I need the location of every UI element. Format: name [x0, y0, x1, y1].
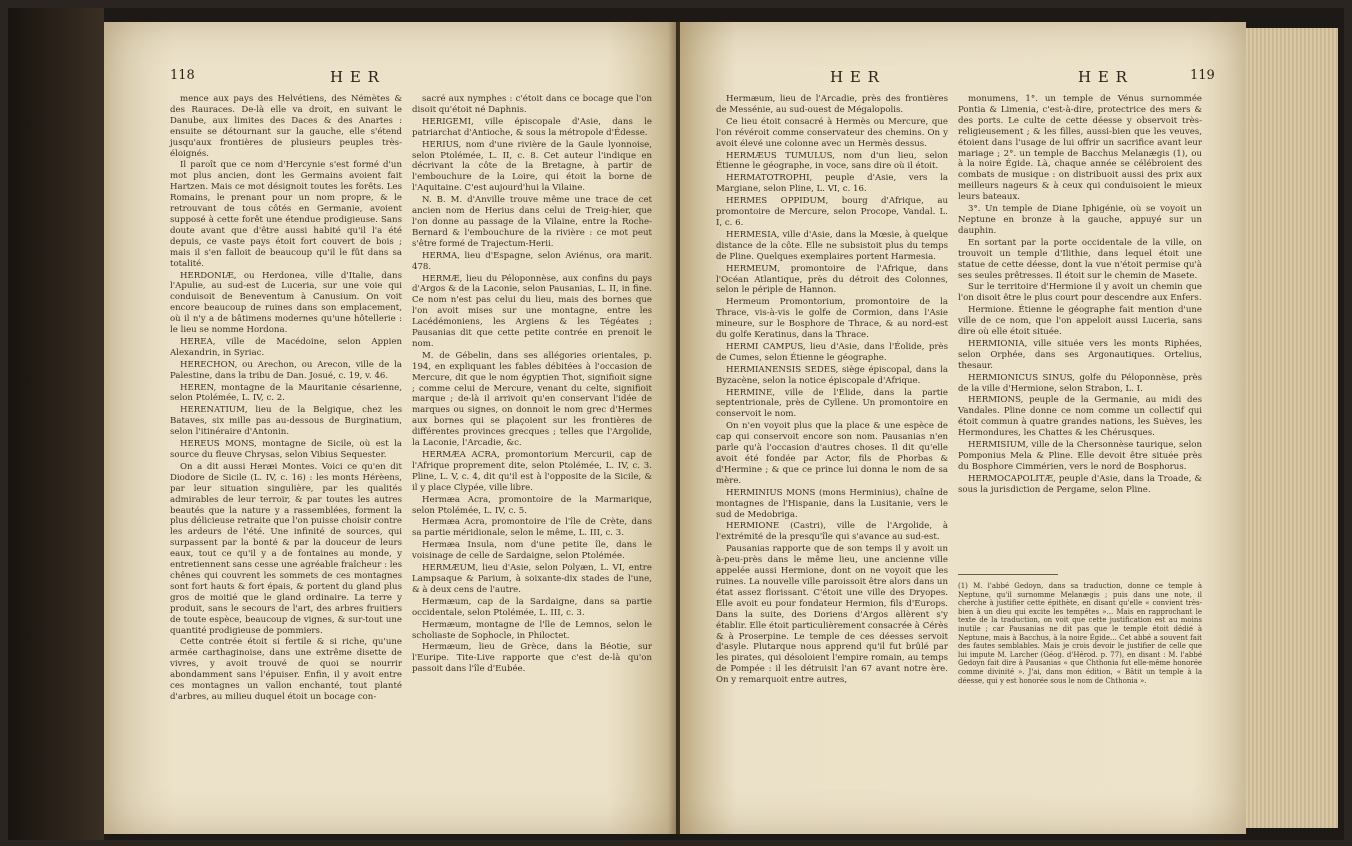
paragraph: HERMINE, ville de l'Élide, dans la partie septentrionale, près de Cyllene. Un promontoire en conservoit le nom. [716, 387, 948, 420]
paragraph: HERECHON, ou Arechon, ou Arecon, ville de la Palestine, dans la tribu de Dan. Josué, c. 19, v. 46. [170, 359, 402, 381]
paragraph: N. B. M. d'Anville trouve même une trace de cet ancien nom de Herius dans celui de Treig-hier, que l'on donne au passage de la Vilaine, entre la Roche-Bernard & l'embouchure de la rivière : ce mot peut s'être formé de Trajectum-Herii. [412, 195, 652, 249]
paragraph: HERMIONS, peuple de la Germanie, au midi des Vandales. Pline donne ce nom comme un collectif qui étoit commun à quatre grandes nations, les Suèves, les Hermondures, les Chattes & les Chérusques. [958, 395, 1202, 439]
paragraph: HERDONIÆ, ou Herdonea, ville d'Italie, dans l'Apulie, au sud-est de Luceria, sur une voie qui conduisoit de Beneventum à Canusium. On voit encore beaucoup de ruines dans son emplacement, où il n'y a de bâtimens modernes qu'une hôtellerie : le lieu se nomme Hordona. [170, 270, 402, 336]
paragraph: HEREA, ville de Macédoine, selon Appien Alexandrin, in Syriac. [170, 336, 402, 358]
paragraph: On n'en voyoit plus que la place & une espèce de cap qui conservoit encore son nom. Pausanias n'en parle qu'à l'occasion d'autres choses. Il dit qu'elle avoit été fondée par Actor, fils de Phorbas & d'Hermine ; & que ce prince lui donna le nom de sa mère. [716, 421, 948, 486]
paragraph: HEREN, montagne de la Mauritanie césarienne, selon Ptolémée, L. IV, c. 2. [170, 382, 402, 404]
paragraph: Pausanias rapporte que de son temps il y avoit un à-peu-près dans le même lieu, une ancienne ville appelée aussi Hermione, dont on ne voyoit que les ruines. La nouvelle ville paroissoit être alors dans un état assez florissant. C'étoit une ville des Dryopes. Elle avoit eu pour fondateur Hermion, fils d'Europs. Dans la suite, des Doriens d'Argos allèrent s'y établir. Elle étoit particulièrement consacrée à Cérès & à Proserpine. Le temple de ces déesses servoit d'asyle. Plutarque nous apprend qu'il fut brûlé par les pirates, qui désoloient l'empire romain, au temps de Pompée : il les détruisit l'an 67 avant notre ère. On y remarquoit entre autres, [716, 544, 948, 686]
left-page [104, 22, 676, 834]
paragraph: Hermæa Insula, nom d'une petite île, dans le voisinage de celle de Sardaigne, selon Ptolémée. [412, 540, 652, 562]
paragraph: HERIGEMI, ville épiscopale d'Asie, dans le patriarchat d'Antioche, & sous la métropole d'Édesse. [412, 116, 652, 138]
footnote [958, 582, 1202, 822]
paragraph: HERMIONIA, ville située vers les monts Riphées, selon Orphée, dans ses Argonautiques. Ortelius, thesaur. [958, 338, 1202, 371]
left-column-2 [412, 94, 652, 676]
footnote-rule [958, 574, 1058, 575]
paragraph: HERMESIA, ville d'Asie, dans la Mœsie, à quelque distance de la côte. Elle ne subsistoit plus du temps de Pline. Quelques exemplaires portent Harmesia. [716, 229, 948, 262]
book-spread [8, 8, 1344, 840]
paragraph: Hermæum, montagne de l'île de Lemnos, selon le scholiaste de Sophocle, in Philoctet. [412, 619, 652, 641]
book-cover-edge [8, 8, 104, 840]
paragraph: HERMIONICUS SINUS, golfe du Péloponnèse, près de la ville d'Hermione, selon Strabon, L. I. [958, 372, 1202, 394]
page-edges [1246, 28, 1338, 828]
paragraph: HERMI CAMPUS, lieu d'Asie, dans l'Éolide, près de Cumes, selon Étienne le géographe. [716, 341, 948, 363]
paragraph: Hermæa Acra, promontoire de l'île de Crète, dans sa partie méridionale, selon le même, L. III, c. 3. [412, 517, 652, 539]
paragraph: mence aux pays des Helvétiens, des Némètes & des Rauraces. De-là elle va droit, en suivant le Danube, aux limites des Daces & des Anartes : ensuite se détournant sur la gauche, elle s'étend jusqu'aux frontières de plusieurs peuples très-éloignés. [170, 94, 402, 159]
footnote-text: (1) M. l'abbé Gedoyn, dans sa traduction, donne ce temple à Neptune, qu'il surnomme Melanægis ; puis dans une note, il cherche à justifier cette épithète, en disant qu'elle « convient très-bien à un dieu qui excite les tempêtes »... Mais en rapprochant le texte de la traduction, on voit que cette justification est au moins inutile ; car Pausanias ne dit pas que le temple étoit dédié à Neptune, mais à Bacchus, à la noire Égide... Cet abbé a souvent fait des fautes semblables. Mais je crois devoir le justifier de celle que lui impute M. Larcher (Géog. d'Hérod. p. 77), en disant : M. l'abbé Gedoyn fait dire à Pausanias « que Chthonia fut elle-même honorée comme divinité ». J'ai, dans mon édition, « Bâtit un temple à la déesse, qui y est honorée sous le nom de Chthonia ». [958, 582, 1202, 685]
paragraph: HERMES OPPIDUM, bourg d'Afrique, au promontoire de Mercure, selon Procope, Vandal. L. I, c. 6. [716, 196, 948, 228]
paragraph: HERMIANENSIS SEDES, siège épiscopal, dans la Byzacène, selon la notice épiscopale d'Afrique. [716, 364, 948, 386]
right-page [680, 22, 1246, 834]
running-head-right-2: H E R [1078, 68, 1128, 86]
paragraph: HERMINIUS MONS (mons Herminius), chaîne de montagnes de l'Hispanie, dans la Lusitanie, vers le sud de Medobriga. [716, 487, 948, 520]
right-column-1 [716, 94, 948, 687]
running-head-right: H E R [830, 68, 880, 86]
paragraph: HERMÆUM, lieu d'Asie, selon Polyæn, L. VI, entre Lampsaque & Parium, à soixante-dix stades de l'une, & à deux cens de l'autre. [412, 563, 652, 595]
paragraph: HERMA, lieu d'Espagne, selon Aviénus, ora marit. 478. [412, 250, 652, 272]
paragraph: HERMATOTROPHI, peuple d'Asie, vers la Margiane, selon Pline, L. VI, c. 16. [716, 173, 948, 195]
page-number-left: 118 [170, 68, 195, 83]
paragraph: HEREUS MONS, montagne de Sicile, où est la source du fleuve Chrysas, selon Vibius Sequester. [170, 439, 402, 460]
paragraph: M. de Gébelin, dans ses allégories orientales, p. 194, en expliquant les fables débitées à l'occasion de Mercure, dit que le nom égyptien Thot, signifioit signe ; comme celui de Mercure, venant du celte, signifioit marque ; de-là il arrivoit qu'en conservant l'idée de marques ou signes, on donnoit le nom grec d'Hermes aux bornes qui se plaçoient sur les frontières de différentes provinces grecques ; telles que l'Argolide, la Laconie, l'Arcadie, &c. [412, 350, 652, 449]
page-number-right: 119 [1190, 68, 1215, 83]
paragraph: Hermæum, lieu de l'Arcadie, près des frontières de Messénie, au sud-ouest de Mégalopolis. [716, 94, 948, 115]
paragraph: HERMISIUM, ville de la Chersonnèse taurique, selon Pomponius Mela & Pline. Elle devoit être située près du Bosphore Cimmérien, vers le nord de Bosphorus. [958, 440, 1202, 472]
running-head-left: H E R [330, 68, 380, 86]
paragraph: Hermeum Promontorium, promontoire de la Thrace, vis-à-vis le golfe de Cormion, dans l'Asie mineure, sur le Bosphore de Thrace, & au nord-est du golfe Keratinus, dans la Thrace. [716, 297, 948, 341]
paragraph: HERMEUM, promontoire de l'Afrique, dans l'Océan Atlantique, près du détroit des Colonnes, selon le périple de Hannon. [716, 263, 948, 296]
paragraph: Hermæum, lieu de Grèce, dans la Béotie, sur l'Euripe. Tite-Live rapporte que c'est de-là qu'on passoit dans l'île d'Eubée. [412, 642, 652, 675]
paragraph: HERMOCAPOLITÆ, peuple d'Asie, dans la Troade, & sous la jurisdiction de Pergame, selon Pline. [958, 473, 1202, 495]
paragraph: Hermione. Étienne le géographe fait mention d'une ville de ce nom, que l'on appeloit aussi Luceria, sans dire où elle étoit située. [958, 305, 1202, 338]
paragraph: HERMÆA ACRA, promontorium Mercurii, cap de l'Afrique proprement dite, selon Ptolémée, L. IV, c. 3. Pline, L. V, c. 4, dit qu'il est à l'opposite de la Sicile, & il y place Clypée, ville libre. [412, 450, 652, 493]
paragraph: Hermæa Acra, promontoire de la Marmarique, selon Ptolémée, L. IV, c. 5. [412, 494, 652, 516]
paragraph: HERIUS, nom d'une rivière de la Gaule lyonnoise, selon Ptolémée, L. II, c. 8. Cet auteur l'indique en décrivant la côte de la Bretagne, à partir de l'embouchure de la Loire, qui étoit la borne de l'Aquitaine. C'est aujourd'hui la Vilaine. [412, 139, 652, 194]
paragraph: Sur le territoire d'Hermione il y avoit un chemin que l'on disoit être le plus court pour descendre aux Enfers. [958, 282, 1202, 304]
paragraph: Hermæum, cap de la Sardaigne, dans sa partie occidentale, selon Ptolémée, L. III, c. 3. [412, 596, 652, 618]
paragraph: HERMIONE (Castri), ville de l'Argolide, à l'extrémité de la presqu'île qui s'avance au sud-est. [716, 521, 948, 543]
left-column-1 [170, 94, 402, 704]
paragraph: Cette contrée étoit si fertile & si riche, qu'une armée carthaginoise, dans une extrême disette de vivres, y avoit trouvé de quoi se nourrir abondamment sans l'épuiser. Enfin, il y avoit entre ces montagnes un vallon enchanté, tout planté d'arbres, au milieu duquel étoit un bocage con- [170, 637, 402, 702]
paragraph: Ce lieu étoit consacré à Hermès ou Mercure, que l'on révéroit comme conservateur des chemins. On y avoit élevé une colonne avec un Hermès dessus. [716, 116, 948, 149]
right-column-2 [958, 94, 1202, 574]
paragraph: monumens, 1°. un temple de Vénus surnommée Pontia & Limenia, c'est-à-dire, protectrice des mers & des ports. Le culte de cette déesse y observoit très-religieusement ; & les filles, aussi-bien que les veuves, étoient dans l'usage de lui offrir un sacrifice avant leur mariage ; 2°. un temple de Bacchus Melanægis (1), ou à la noire Égide. Là, chaque année se célébroient des combats de musique : on distribuoit aussi des prix aux meilleurs nageurs & à ceux qui conduisoient le mieux leurs bateaux. [958, 94, 1202, 203]
paragraph: HERMÆ, lieu du Péloponnèse, aux confins du pays d'Argos & de la Laconie, selon Pausanias, L. II, in fine. Ce nom n'est pas celui du lieu, mais des bornes que l'on avoit mises sur une montagne, entre les Lacédémoniens, les Argiens & les Tégéates ; Pausanias dit que cette petite contrée en prenoit le nom. [412, 273, 652, 349]
paragraph: On a dit aussi Heræi Montes. Voici ce qu'en dit Diodore de Sicile (L. IV, c. 16) : les monts Hérèens, par leur situation singulière, par les qualités admirables de leur terroir, & par toutes les autres beautés que la nature y a rassemblées, forment la plus délicieuse retraite que l'on puisse choisir contre les ardeurs de l'été. Une infinité de sources, qui surpassent par la bonté & par la douceur de leurs eaux, tout ce qu'il y a de fontaines au monde, y entretiennent sans cesse une agréable fraîcheur : les chênes qui couvrent les sommets de ces montagnes sont fort hauts & fort épais, & portent du gland plus gros de moitié que le gland ordinaire. La terre y produit, sans le secours de l'art, des arbres fruitiers de toute espèce, beaucoup de vignes, & sur-tout une quantité prodigieuse de pommiers. [170, 461, 402, 636]
paragraph: HERMÆUS TUMULUS, nom d'un lieu, selon Étienne le géographe, in voce, sans dire où il étoit. [716, 150, 948, 172]
paragraph: HERENATIUM, lieu de la Belgique, chez les Bataves, six mille pas au-dessous de Burginatium, selon l'itinéraire d'Antonin. [170, 405, 402, 438]
paragraph: sacré aux nymphes : c'étoit dans ce bocage que l'on disoit qu'étoit né Daphnis. [412, 94, 652, 115]
paragraph: 3°. Un temple de Diane Iphigénie, où se voyoit un Neptune en bronze à la gauche, appuyé sur un dauphin. [958, 204, 1202, 236]
paragraph: Il paroît que ce nom d'Hercynie s'est formé d'un mot plus ancien, dont les Germains avoient fait Hartzen. Mais ce mot désignoit toutes les forêts. Les Romains, le prenant pour un nom propre, & le retrouvant de tous côtés en Germanie, avoient supposé à cette forêt une étendue prodigieuse. Sans doute avant que d'être aussi habité qu'il l'a été depuis, ce vaste pays étoit fort couvert de bois ; mais il s'en falloit de beaucoup qu'il le fût dans sa totalité. [170, 160, 402, 269]
paragraph: En sortant par la porte occidentale de la ville, on trouvoit un temple d'Ilithie, dans lequel étoit une statue de cette déesse, dont la vue n'étoit permise qu'à ses seules prêtresses. Il étoit sur le chemin de Masete. [958, 237, 1202, 281]
